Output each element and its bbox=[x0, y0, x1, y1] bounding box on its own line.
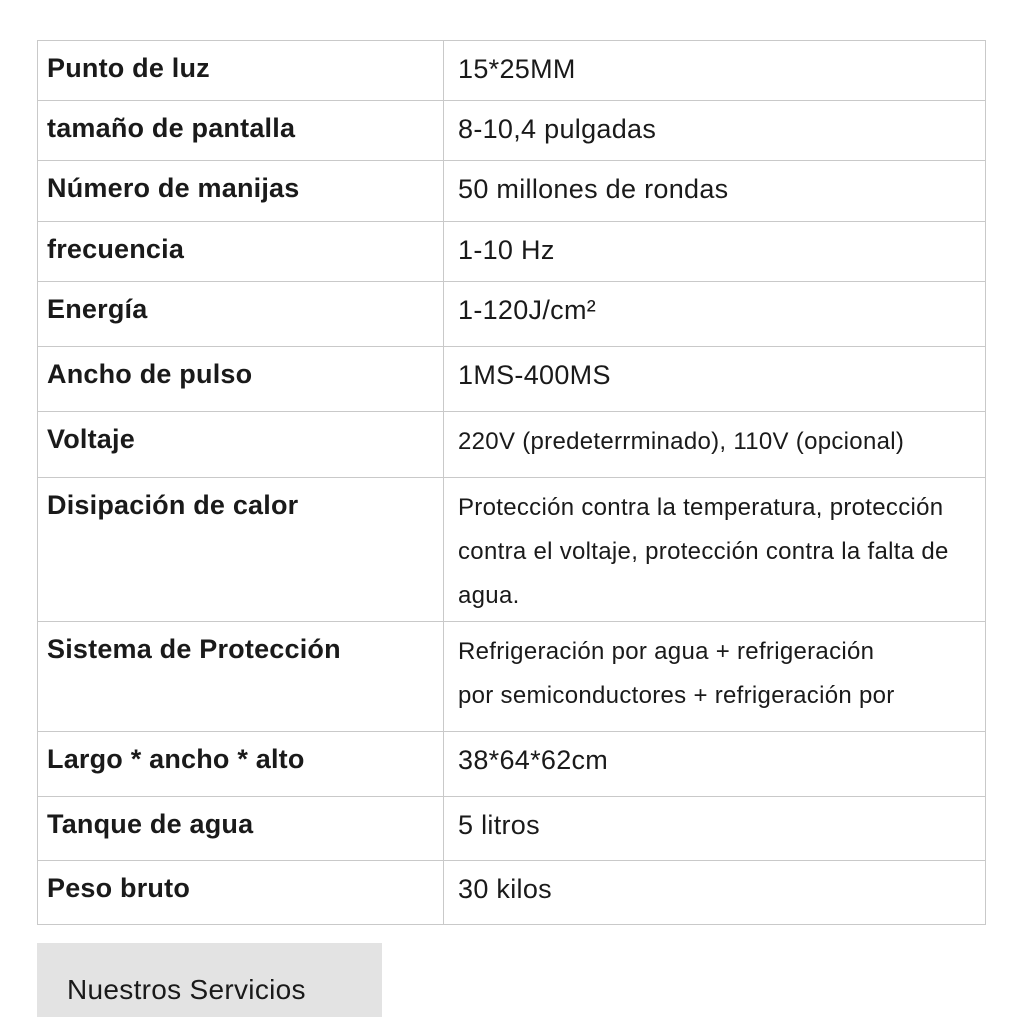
table-row bbox=[38, 101, 986, 161]
spec-label: Energía bbox=[38, 282, 444, 347]
table-row bbox=[38, 732, 986, 797]
spec-label: Disipación de calor bbox=[38, 478, 444, 622]
table-row bbox=[38, 41, 986, 101]
spec-label: Largo * ancho * alto bbox=[38, 732, 444, 797]
table-row bbox=[38, 161, 986, 222]
spec-label: Sistema de Protección bbox=[38, 622, 444, 732]
spec-value-line: Refrigeración por agua + refrigeración bbox=[458, 638, 875, 665]
spec-value: 1-10 Hz bbox=[444, 222, 986, 282]
table-row bbox=[38, 861, 986, 925]
spec-value bbox=[444, 622, 986, 732]
spec-label: Tanque de agua bbox=[38, 797, 444, 861]
table-row bbox=[38, 412, 986, 478]
spec-label: Peso bruto bbox=[38, 861, 444, 925]
spec-value: 8-10,4 pulgadas bbox=[444, 101, 986, 161]
spec-value: Protección contra la temperatura, protección contra el voltaje, protección contra la falta de agua. bbox=[444, 478, 986, 622]
spec-label: Ancho de pulso bbox=[38, 347, 444, 412]
spec-label: Número de manijas bbox=[38, 161, 444, 222]
table-row bbox=[38, 282, 986, 347]
spec-value: 1-120J/cm² bbox=[444, 282, 986, 347]
spec-value: 38*64*62cm bbox=[444, 732, 986, 797]
spec-label: tamaño de pantalla bbox=[38, 101, 444, 161]
spec-value: 15*25MM bbox=[444, 41, 986, 101]
specifications-table bbox=[37, 40, 986, 925]
spec-label: frecuencia bbox=[38, 222, 444, 282]
table-row bbox=[38, 478, 986, 622]
spec-label: Punto de luz bbox=[38, 41, 444, 101]
spec-value: 50 millones de rondas bbox=[444, 161, 986, 222]
spec-value: 1MS-400MS bbox=[444, 347, 986, 412]
table-row bbox=[38, 797, 986, 861]
table-row bbox=[38, 347, 986, 412]
spec-value: 30 kilos bbox=[444, 861, 986, 925]
spec-value: 5 litros bbox=[444, 797, 986, 861]
our-services-button[interactable]: Nuestros Servicios bbox=[37, 943, 382, 1017]
table-row bbox=[38, 622, 986, 732]
spec-value: 220V (predeterrminado), 110V (opcional) bbox=[444, 412, 986, 478]
spec-value-line: por semiconductores + refrigeración por bbox=[458, 682, 895, 709]
spec-label: Voltaje bbox=[38, 412, 444, 478]
table-row bbox=[38, 222, 986, 282]
